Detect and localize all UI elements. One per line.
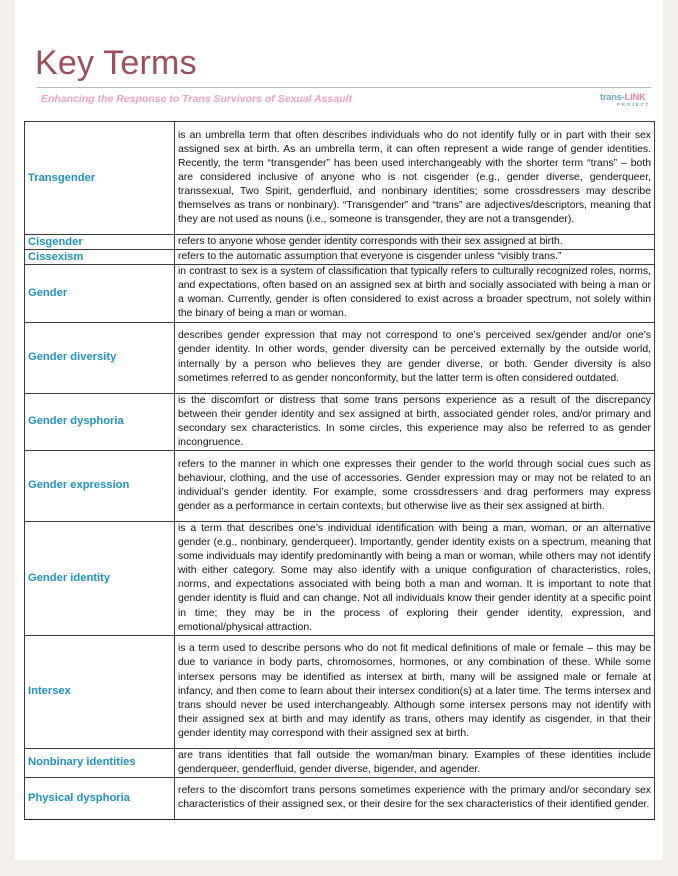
term-cell: Physical dysphoria xyxy=(25,777,175,819)
table-row xyxy=(25,235,655,250)
table-row xyxy=(25,122,655,235)
table-row xyxy=(25,322,655,393)
table-row xyxy=(25,748,655,777)
page-title: Key Terms xyxy=(35,44,197,82)
definition-cell: are trans identities that fall outside the woman/man binary. Examples of these identities include genderqueer, genderfluid, gender diverse, bigender, and agender. xyxy=(175,748,655,777)
table-row xyxy=(25,250,655,265)
definition-cell: in contrast to sex is a system of classification that typically refers to culturally recognized roles, norms, and expectations, often based on an assigned sex at birth and socially associated with being a man or a woman. Currently, gender is often considered to exist across a broader spectrum, not solely within the binary of being a man or woman. xyxy=(175,265,655,322)
definition-cell: is the discomfort or distress that some trans persons experience as a result of the discrepancy between their gender identity and sex assigned at birth, associated gender roles, and/or primary and secondary sex characteristics. In some circles, this experience may also be referred to as gender incongruence. xyxy=(175,393,655,450)
definition-cell: refers to the manner in which one expresses their gender to the world through social cues such as behaviour, clothing, and the use of accessories. Gender expression may or may not be related to an individual’s gender identity. For example, some crossdressers and drag performers may express gender as a performance in certain contexts, but otherwise live as their sex assigned at birth. xyxy=(175,450,655,521)
term-cell: Nonbinary identities xyxy=(25,748,175,777)
table-row xyxy=(25,450,655,521)
key-terms-table xyxy=(24,121,655,820)
page xyxy=(15,0,663,860)
header-divider xyxy=(37,87,651,88)
term-cell: Cissexism xyxy=(25,250,175,265)
table-row xyxy=(25,521,655,635)
term-cell: Transgender xyxy=(25,122,175,235)
trans-link-logo xyxy=(600,92,650,110)
table-row xyxy=(25,265,655,322)
table-row xyxy=(25,393,655,450)
definition-cell: is a term used to describe persons who do not fit medical definitions of male or female – this may be due to variance in body parts, chromosomes, hormones, or any combination of these. While some intersex persons may be identified as intersex at birth, many will be assigned male or female at infancy, and then come to learn about their intersex condition(s) at a later time. The terms intersex and trans should never be used interchangeably. Although some intersex persons may not identify with their assigned sex at birth and may identify as trans, others may identify as cisgender, in that their gender identity may correspond with their assigned sex at birth. xyxy=(175,635,655,748)
definition-cell: refers to the automatic assumption that everyone is cisgender unless “visibly trans.” xyxy=(175,250,655,265)
table-row xyxy=(25,635,655,748)
definition-cell: describes gender expression that may not correspond to one’s perceived sex/gender and/or one’s gender identity. In other words, gender diversity can be perceived externally by the outside world, internally by a person who believes they are gender diverse, or both. Gender diversity is also sometimes referred to as gender nonconformity, but the latter term is often considered outdated. xyxy=(175,322,655,393)
term-cell: Gender expression xyxy=(25,450,175,521)
page-subtitle: Enhancing the Response to Trans Survivors of Sexual Assault xyxy=(41,93,352,105)
term-cell: Gender dysphoria xyxy=(25,393,175,450)
definition-cell: refers to the discomfort trans persons sometimes experience with the primary and/or secondary sex characteristics of their assigned sex, or their desire for the sex characteristics of their identified gender. xyxy=(175,777,655,819)
table-row xyxy=(25,777,655,819)
logo-project: PROJECT xyxy=(617,102,650,107)
term-cell: Intersex xyxy=(25,635,175,748)
term-cell: Gender xyxy=(25,265,175,322)
term-cell: Gender diversity xyxy=(25,322,175,393)
logo-wordmark: trans-LINK xyxy=(600,92,646,103)
definition-cell: is an umbrella term that often describes individuals who do not identify fully or in part with their sex assigned sex at birth. As an umbrella term, it can often represent a wide range of gender identities. Recently, the term “transgender” has been used interchangeably with the shorter term “trans” – both are considered inclusive of anyone who is not cisgender (e.g., gender diverse, genderqueer, transsexual, Two Spirit, genderfluid, and nonbinary identities; some crossdressers may describe themselves as trans or nonbinary). “Transgender” and “trans” are adjectives/descriptors, meaning that they are not used as nouns (i.e., someone is transgender, they are not a transgender). xyxy=(175,122,655,235)
definition-cell: is a term that describes one’s individual identification with being a man, woman, or an alternative gender (e.g., nonbinary, genderqueer). Importantly, gender identity exists on a spectrum, meaning that some individuals may identify predominantly with being a man or woman, while others may not identify with either category. Some may also identify with a unique configuration of characteristics, roles, norms, and expectations associated with being both a man and woman. It is important to note that gender identity is fluid and can change. Not all individuals know their gender identity at a specific point in time; they may be in the process of exploring their gender identity, expression, and emotional/physical attraction. xyxy=(175,521,655,635)
term-cell: Gender identity xyxy=(25,521,175,635)
definition-cell: refers to anyone whose gender identity corresponds with their sex assigned at birth. xyxy=(175,235,655,250)
term-cell: Cisgender xyxy=(25,235,175,250)
